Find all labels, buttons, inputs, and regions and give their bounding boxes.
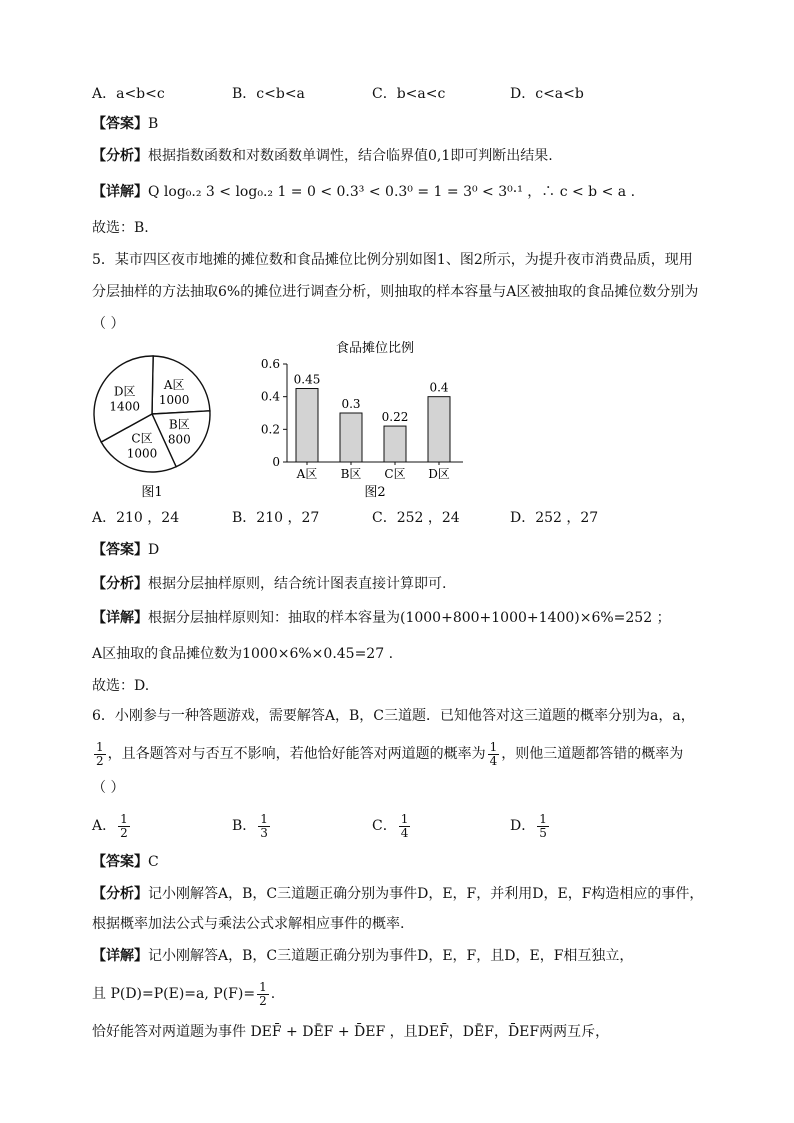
answer-value: D [148, 542, 160, 558]
bar-data-label: 0.45 [293, 372, 321, 387]
q6-answer [92, 852, 159, 872]
q4-detail [92, 182, 635, 202]
q6-option-d: D． $\frac{1}{5}$ [510, 811, 547, 840]
q5-option-b: B．210 ，27 [232, 510, 320, 526]
answer-tag: 【答案】 [92, 116, 148, 132]
q6-analysis [92, 884, 703, 904]
pie-label-category: B区 [168, 417, 190, 432]
x-tick-label: B区 [340, 467, 362, 481]
answer-value: C [148, 854, 159, 870]
bar-data-label: 0.22 [381, 410, 409, 425]
q6-detail2-text: 且 P(D)=P(E)=a, P(F)= [92, 986, 256, 1002]
q4-option-b: B．c<b<a [232, 86, 305, 102]
analysis-tag: 【分析】 [92, 148, 148, 164]
q6-detail2: 且 P(D)=P(E)=a, P(F)= $\frac{1}{2}$ . [92, 979, 276, 1008]
q4-option-a: A．a<b<c [92, 86, 165, 102]
analysis-tag: 【分析】 [92, 576, 148, 592]
bar-chart-title: 食品摊位比例 [335, 341, 415, 356]
q4-analysis [92, 146, 553, 166]
answer-tag: 【答案】 [92, 854, 148, 870]
q6-detail3: 恰好能答对两道题为事件 DEF̄ + DĒF + D̄EF ，且DEF̄，DĒF，D̄EF两两互斥， [92, 1024, 610, 1040]
q4-conclusion: 故选：B. [92, 220, 149, 236]
q5-option-d: D．252 ，27 [510, 510, 599, 526]
fraction-one-half: $\frac{1}{2}$ [96, 739, 104, 768]
q4-option-d: D．c<a<b [510, 86, 584, 102]
analysis-tag: 【分析】 [92, 886, 148, 902]
q5-paren: （ ） [92, 316, 125, 332]
bar-4 [428, 397, 450, 462]
bar-3 [384, 426, 406, 462]
pie-label-value: 1000 [158, 393, 190, 408]
pie-label-value: 1400 [109, 399, 140, 414]
q4-option-c: C．b<a<c [372, 86, 446, 102]
detail-tag: 【详解】 [92, 610, 148, 626]
fraction-one-half: $\frac{1}{2}$ [259, 979, 267, 1008]
detail-text: 记小刚解答A，B，C三道题正确分别为事件D，E，F，且D，E，F相互独立， [148, 948, 634, 964]
q6-paren: （ ） [92, 780, 125, 796]
answer-value: B [148, 116, 159, 132]
bar-data-label: 0.3 [341, 397, 361, 411]
q6-stem-text-a: ，且各题答对与否互不影响，若他恰好能答对两道题的概率为 [107, 746, 486, 762]
detail-tag: 【详解】 [92, 184, 148, 200]
q5-analysis [92, 574, 446, 594]
y-tick-label: 0.4 [260, 389, 280, 404]
q6-option-c: C． $\frac{1}{4}$ [372, 811, 409, 840]
q6-detail [92, 946, 633, 966]
q6-option-a: A． $\frac{1}{2}$ [92, 811, 128, 840]
q6-analysis2: 根据概率加法公式与乘法公式求解相应事件的概率. [92, 916, 405, 932]
q5-detail [92, 608, 671, 628]
analysis-text: 根据指数函数和对数函数单调性，结合临界值0,1即可判断出结果. [148, 148, 553, 164]
q6-option-b: B． $\frac{1}{3}$ [232, 811, 268, 840]
bar-data-label: 0.4 [429, 380, 449, 395]
q5-option-a: A．210 ，24 [92, 510, 180, 526]
pie-label-value: 800 [167, 432, 191, 447]
pie-label-category: D区 [113, 384, 136, 399]
q6-stem-text-b: ，则他三道题都答错的概率为 [501, 746, 684, 762]
y-tick-label: 0.2 [260, 422, 280, 437]
bar-2 [340, 413, 362, 462]
detail-text: Q log₀.₂ 3 < log₀.₂ 1 = 0 < 0.3³ < 0.3⁰ = 1 = 3⁰ < 3⁰·¹ ，∴ c < b < a . [148, 184, 636, 200]
analysis-text: 记小刚解答A，B，C三道题正确分别为事件D，E，F，并利用D，E，F构造相应的事件， [148, 886, 704, 902]
detail-text: 根据分层抽样原则知：抽取的样本容量为(1000+800+1000+1400)×6%=252 ； [148, 610, 671, 626]
y-tick-label: 0.6 [260, 357, 280, 371]
q5-answer [92, 540, 159, 560]
q4-answer [92, 114, 158, 134]
x-tick-label: D区 [428, 467, 450, 481]
bar-caption: 图2 [364, 485, 386, 500]
q5-detail2: A区抽取的食品摊位数为1000×6%×0.45=27 . [92, 646, 394, 662]
pie-label-value: 1000 [126, 446, 158, 461]
pie-label-category: A区 [163, 378, 185, 393]
pie-label-category: C区 [131, 431, 153, 446]
x-tick-label: C区 [384, 467, 406, 481]
analysis-text: 根据分层抽样原则，结合统计图表直接计算即可. [148, 576, 447, 592]
bar-1 [296, 389, 318, 463]
pie-chart [90, 350, 230, 500]
answer-tag: 【答案】 [92, 542, 148, 558]
q6-stem-line1: 6．小刚参与一种答题游戏，需要解答A，B，C三道题．已知他答对这三道题的概率分别为a，a， [92, 708, 695, 724]
q5-stem-line2: 分层抽样的方法抽取6%的摊位进行调查分析，则抽取的样本容量与A区被抽取的食品摊位数分别为 [92, 284, 699, 300]
q6-stem-line2 [92, 738, 683, 770]
detail-tag: 【详解】 [92, 948, 148, 964]
y-tick-label: 0 [272, 455, 280, 469]
bar-chart [255, 336, 475, 501]
q5-stem-line1: 5．某市四区夜市地摊的摊位数和食品摊位比例分别如图1、图2所示，为提升夜市消费品质，现用 [92, 252, 693, 268]
q5-option-c: C．252 ，24 [372, 510, 460, 526]
q5-conclusion: 故选：D. [92, 678, 150, 694]
pie-caption: 图1 [141, 485, 163, 500]
x-tick-label: A区 [296, 467, 318, 481]
fraction-one-quarter: $\frac{1}{4}$ [489, 739, 498, 768]
